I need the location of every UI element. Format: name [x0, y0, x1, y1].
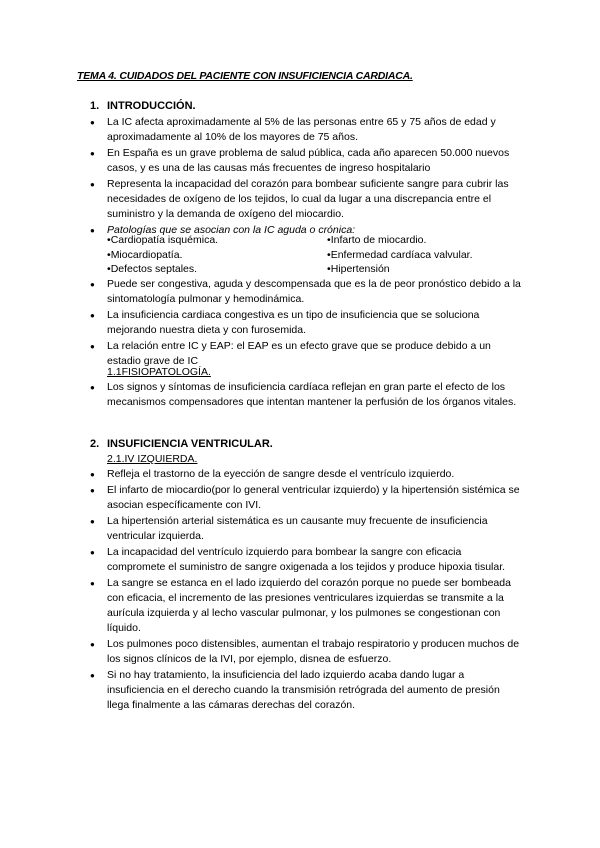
section-1-bullet-list-a [0, 115, 600, 239]
list-item: ● Representa la incapacidad del corazón para bombear suficiente sangre para cubrir las necesidades de oxígeno de los tejidos, lo cual da lugar a una discrepancia entre el suministro y la demanda de oxígeno del miocardio. [0, 177, 522, 222]
list-item: ● Los pulmones poco distensibles, aumentan el trabajo respiratorio y producen muchos de los signos clínicos de la IVI, por ejemplo, disnea de esfuerzo. [0, 637, 522, 667]
pathology-item: • Hipertensión [327, 262, 527, 277]
section-1-heading [90, 100, 196, 112]
section-1-title: INTRODUCCIÓN. [107, 100, 196, 112]
list-item: ● La insuficiencia cardiaca congestiva es un tipo de insuficiencia que se soluciona mejorando nuestra dieta y con furosemida. [0, 308, 522, 338]
section-1-bullet-list-c [0, 380, 600, 411]
list-item: ● Refleja el trastorno de la eyección de sangre desde el ventrículo izquierdo. [0, 467, 522, 482]
list-item: ● Si no hay tratamiento, la insuficiencia del lado izquierdo acaba dando lugar a insuficiencia en el derecho cuando la transmisión retrógrada del aumento de presión llega finalmente a las cámaras derechas del corazón. [0, 668, 522, 713]
section-2-bullet-list [0, 467, 600, 714]
pathology-item: • Enfermedad cardíaca valvular. [327, 248, 527, 263]
pathology-item: • Miocardiopatía. [107, 248, 327, 263]
pathologies-list [107, 233, 527, 277]
section-2-title: INSUFICIENCIA VENTRICULAR. [107, 438, 273, 450]
pathology-item: • Defectos septales. [107, 262, 327, 277]
list-item: ● En España es un grave problema de salud pública, cada año aparecen 50.000 nuevos casos, y es una de las causas más frecuentes de ingreso hospitalario [0, 146, 522, 176]
list-item: ● El infarto de miocardio(por lo general ventricular izquierdo) y la hipertensión sistémica se asocian específicamente con IVI. [0, 483, 522, 513]
section-2-number: 2. [90, 438, 100, 450]
section-1-number: 1. [90, 100, 100, 112]
list-item: ● Los signos y síntomas de insuficiencia cardíaca reflejan en gran parte el efecto de los mecanismos compensadores que intentan mantener la perfusión de los órganos vitales. [0, 380, 522, 410]
document-title: TEMA 4. CUIDADOS DEL PACIENTE CON INSUFICIENCIA CARDIACA. [77, 70, 413, 82]
list-item: ● Puede ser congestiva, aguda y descompensada que es la de peor pronóstico debido a la sintomatología pulmonar y hemodinámica. [0, 277, 522, 307]
list-item: ● La hipertensión arterial sistemática es un causante muy frecuente de insuficiencia ventricular izquierda. [0, 514, 522, 544]
list-item: ● La relación entre IC y EAP: el EAP es un efecto grave que se produce debido a un estadio grave de IC [0, 339, 522, 369]
subsection-1-1-heading: 1.1FISIOPATOLOGÍA. [107, 366, 211, 378]
list-item: ● La IC afecta aproximadamente al 5% de las personas entre 65 y 75 años de edad y aproximadamente al 10% de los mayores de 75 años. [0, 115, 522, 145]
section-2-heading [90, 438, 273, 450]
section-1-bullet-list-b [0, 277, 600, 370]
subsection-2-1-heading: 2.1.IV IZQUIERDA. [107, 453, 198, 465]
pathology-item: • Infarto de miocardio. [327, 233, 527, 248]
pathologies-label: ● Patologías que se asocian con la IC aguda o crónica: [0, 223, 522, 238]
list-item: ● La incapacidad del ventrículo izquierdo para bombear la sangre con eficacia compromete el suministro de sangre oxigenada a los tejidos y produce hipoxia tisular. [0, 545, 522, 575]
pathology-item: • Cardiopatía isquémica. [107, 233, 327, 248]
list-item: ● La sangre se estanca en el lado izquierdo del corazón porque no puede ser bombeada con eficacia, el incremento de las presiones ventriculares izquierdas se transmite a la aurícula izquierda y al lecho vascular pulmonar, y los pulmones se congestionan con líquido. [0, 576, 522, 636]
